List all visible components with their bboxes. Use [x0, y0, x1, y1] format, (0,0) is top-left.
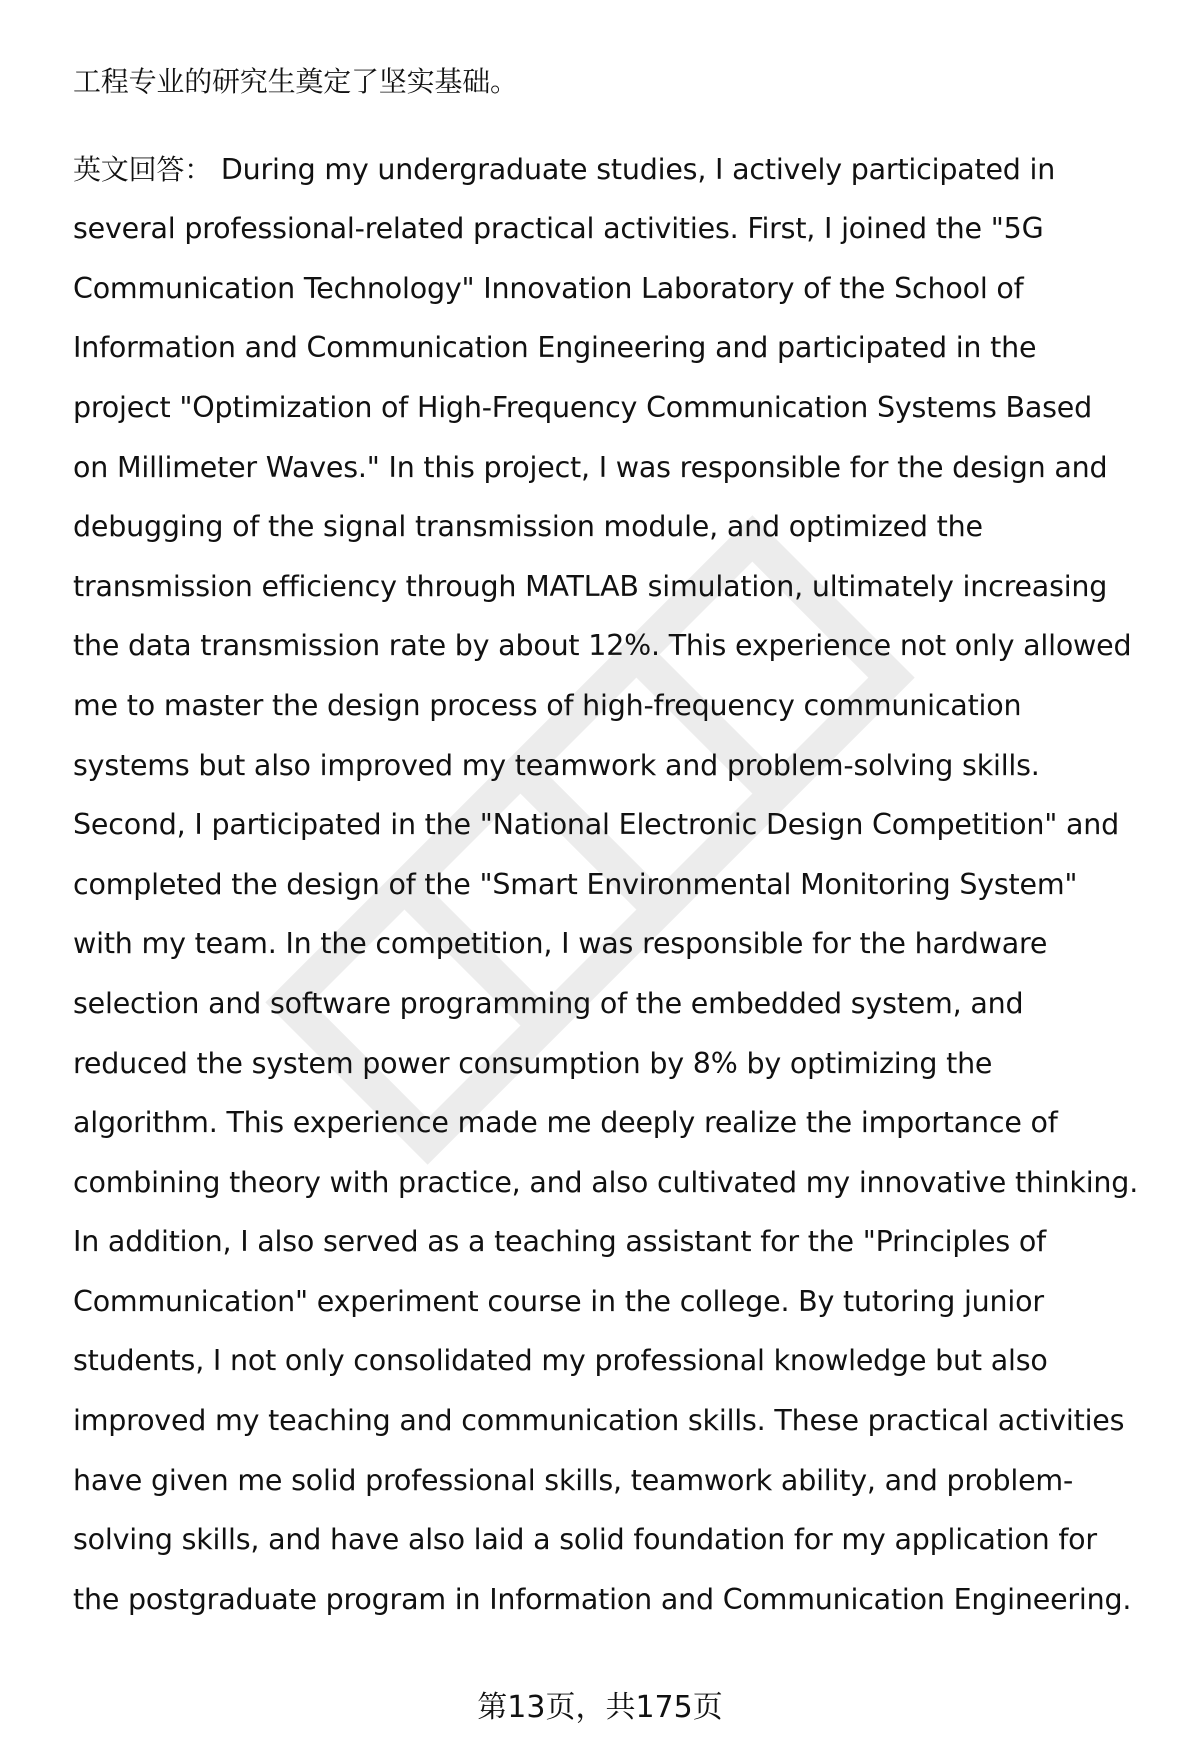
answer-line: Second, I participated in the "National Electronic Design Competition" and — [73, 808, 1120, 842]
answer-line: algorithm. This experience made me deeply realize the importance of — [73, 1106, 1058, 1140]
answer-line: selection and software programming of the embedded system, and — [73, 986, 1024, 1020]
answer-line: students, I not only consolidated my professional knowledge but also — [73, 1344, 1048, 1378]
answer-line: the postgraduate program in Information and Communication Engineering. — [73, 1582, 1132, 1616]
answer-label: 英文回答： — [73, 152, 213, 186]
answer-line: have given me solid professional skills, teamwork ability, and problem- — [73, 1463, 1074, 1497]
answer-line: debugging of the signal transmission module, and optimized the — [73, 510, 983, 544]
answer-line: During my undergraduate studies, I actively participated in — [220, 152, 1056, 186]
document-page — [73, 52, 1153, 1629]
answer-first-line — [73, 140, 1153, 200]
answer-line: Communication" experiment course in the college. By tutoring junior — [73, 1284, 1044, 1318]
page-indicator: 第13页，共175页 — [477, 1690, 723, 1725]
answer-line: reduced the system power consumption by 8% by optimizing the — [73, 1046, 993, 1080]
answer-line: Information and Communication Engineering and participated in the — [73, 331, 1037, 365]
intro-line: 工程专业的研究生奠定了坚实基础。 — [73, 65, 518, 98]
answer-line: with my team. In the competition, I was responsible for the hardware — [73, 927, 1048, 961]
answer-line: on Millimeter Waves." In this project, I was responsible for the design and — [73, 450, 1108, 484]
answer-line: systems but also improved my teamwork and problem-solving skills. — [73, 748, 1040, 782]
answer-line: combining theory with practice, and also cultivated my innovative thinking. — [73, 1165, 1139, 1199]
answer-line: me to master the design process of high-frequency communication — [73, 688, 1022, 722]
answer-line: several professional-related practical activities. First, I joined the "5G — [73, 212, 1044, 246]
answer-line: In addition, I also served as a teaching assistant for the "Principles of — [73, 1225, 1046, 1259]
answer-line: the data transmission rate by about 12%. This experience not only allowed — [73, 629, 1132, 663]
answer-line: project "Optimization of High-Frequency Communication Systems Based — [73, 390, 1093, 424]
answer-line: transmission efficiency through MATLAB simulation, ultimately increasing — [73, 569, 1108, 603]
answer-line: improved my teaching and communication skills. These practical activities — [73, 1404, 1125, 1438]
answer-line: completed the design of the "Smart Environmental Monitoring System" — [73, 867, 1078, 901]
answer-line: solving skills, and have also laid a solid foundation for my application for — [73, 1523, 1097, 1557]
answer-line: Communication Technology" Innovation Laboratory of the School of — [73, 271, 1024, 305]
